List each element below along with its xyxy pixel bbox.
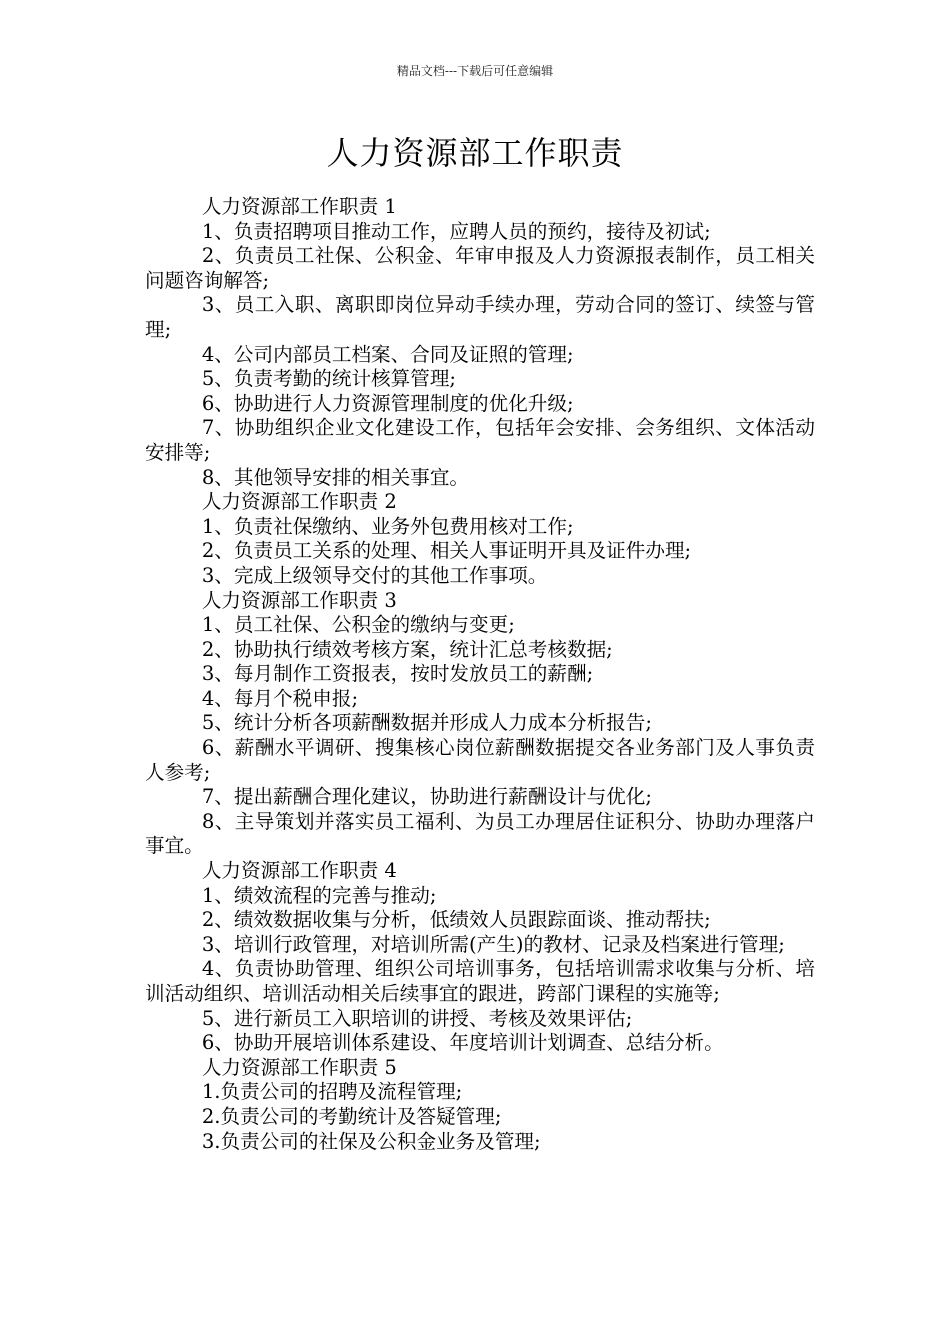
paragraph-line: 3、完成上级领导交付的其他工作事项。 (201, 563, 548, 587)
paragraph-line: 1、负责招聘项目推动工作，应聘人员的预约，接待及初试; (201, 219, 711, 243)
paragraph-line: 人力资源部工作职责 2 (201, 490, 397, 514)
paragraph-line: 6、薪酬水平调研、搜集核心岗位薪酬数据提交各业务部门及人事负责人参考; (145, 736, 815, 784)
paragraph-line: 人力资源部工作职责 3 (201, 588, 397, 612)
paragraph-line: 3、员工入职、离职即岗位异动手续办理，劳动合同的签订、续签与管理; (145, 293, 815, 341)
paragraph-line: 6、协助开展培训体系建设、年度培训计划调查、总结分析。 (201, 1031, 724, 1055)
paragraph-line: 1、负责社保缴纳、业务外包费用核对工作; (201, 514, 574, 538)
paragraph-line: 5、统计分析各项薪酬数据并形成人力成本分析报告; (201, 711, 652, 735)
paragraph-line: 人力资源部工作职责 5 (201, 1055, 397, 1079)
document-body (145, 195, 815, 1154)
paragraph-line: 2、协助执行绩效考核方案，统计汇总考核数据; (201, 637, 613, 661)
paragraph-line: 2、绩效数据收集与分析，低绩效人员跟踪面谈、推动帮扶; (201, 908, 711, 932)
paragraph-line: 2、负责员工关系的处理、相关人事证明开具及证件办理; (201, 539, 692, 563)
paragraph-line: 5、负责考勤的统计核算管理; (201, 367, 457, 391)
paragraph-line: 7、协助组织企业文化建设工作，包括年会安排、会务组织、文体活动安排等; (145, 416, 815, 464)
paragraph-line: 2.负责公司的考勤统计及答疑管理; (201, 1104, 502, 1128)
paragraph-line: 4、负责协助管理、组织公司培训事务，包括培训需求收集与分析、培训活动组织、培训活动相关后续事宜的跟进，跨部门课程的实施等; (145, 957, 815, 1005)
paragraph-line: 4、每月个税申报; (201, 686, 359, 710)
paragraph-line: 7、提出薪酬合理化建议，协助进行薪酬设计与优化; (201, 785, 652, 809)
paragraph-line: 8、主导策划并落实员工福利、为员工办理居住证积分、协助办理落户事宜。 (145, 809, 815, 858)
paragraph-line: 6、协助进行人力资源管理制度的优化升级; (201, 391, 574, 415)
paragraph-line: 3.负责公司的社保及公积金业务及管理; (201, 1129, 541, 1153)
paragraph-line: 2、负责员工社保、公积金、年审申报及人力资源报表制作，员工相关问题咨询解答; (145, 244, 815, 292)
paragraph-line: 人力资源部工作职责 1 (201, 195, 397, 218)
paragraph-line: 4、公司内部员工档案、合同及证照的管理; (201, 342, 574, 366)
paragraph-line: 1、绩效流程的完善与推动; (201, 883, 437, 907)
paragraph-line: 3、每月制作工资报表，按时发放员工的薪酬; (201, 662, 594, 686)
paragraph-line: 8、其他领导安排的相关事宜。 (201, 465, 470, 489)
paragraph-line: 5、进行新员工入职培训的讲授、考核及效果评估; (201, 1006, 633, 1030)
paragraph-line: 1.负责公司的招聘及流程管理; (201, 1080, 463, 1104)
header-note: 精品文档---下载后可任意编辑 (396, 64, 554, 78)
paragraph-line: 3、培训行政管理，对培训所需(产生)的教材、记录及档案进行管理; (201, 932, 785, 956)
paragraph-line: 人力资源部工作职责 4 (201, 859, 397, 883)
page-title: 人力资源部工作职责 (326, 134, 624, 172)
paragraph-line: 1、员工社保、公积金的缴纳与变更; (201, 613, 515, 637)
